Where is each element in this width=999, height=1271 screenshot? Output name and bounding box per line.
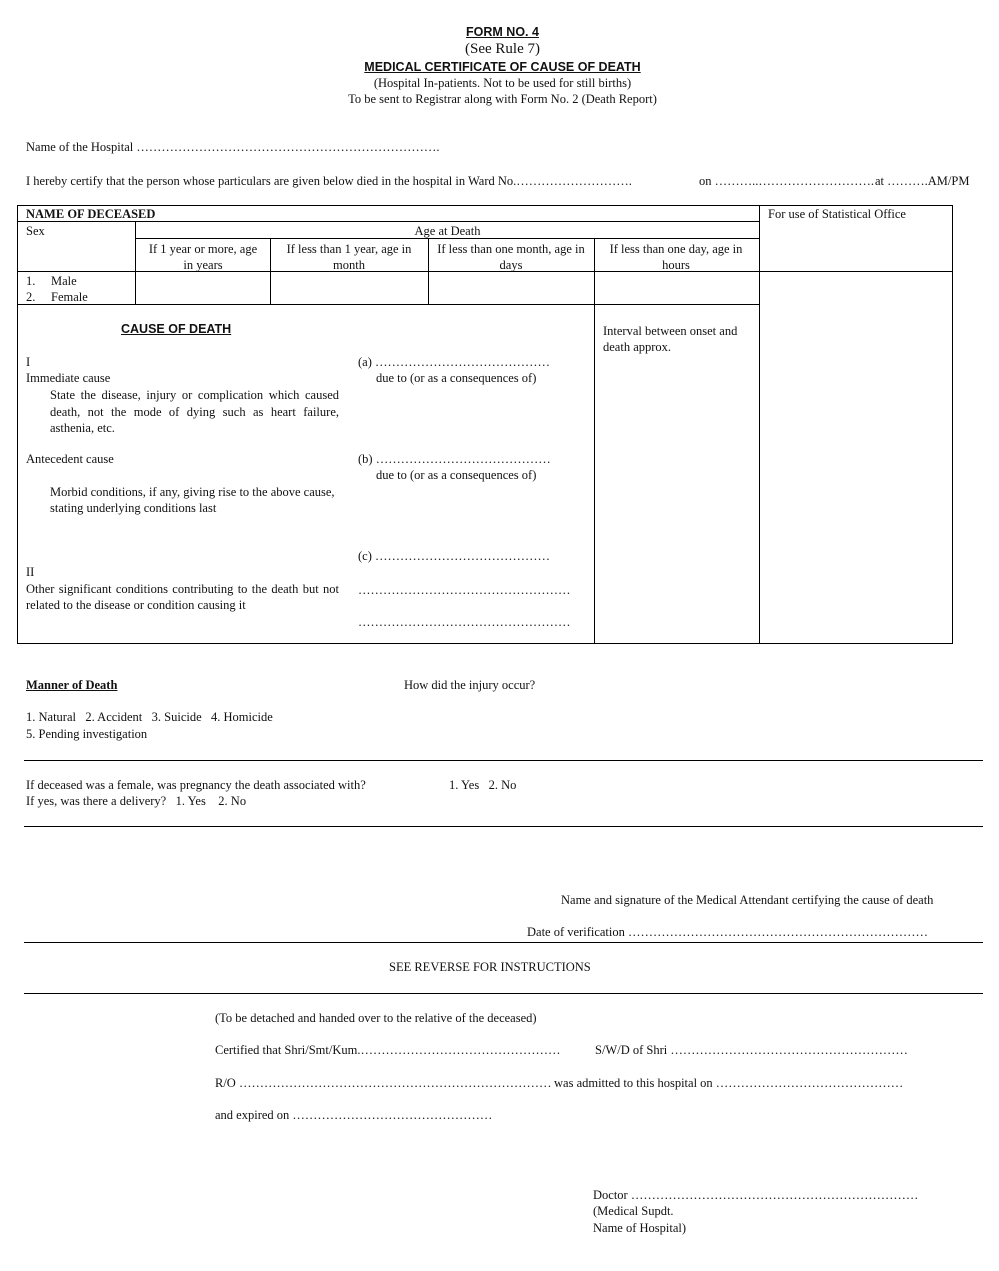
- divider-manner: [24, 760, 983, 761]
- certified-name-field[interactable]: Certified that Shri/Smt/Kum.…………………………………………: [215, 1043, 561, 1057]
- certify-time-field[interactable]: at ……….AM/PM: [875, 174, 970, 188]
- part-ii-label: II: [26, 565, 35, 579]
- age-years-header: If 1 year or more, age in years: [148, 242, 258, 272]
- divider-age-col-1: [270, 238, 271, 305]
- other-conditions-field-2[interactable]: ……………………………………………: [358, 615, 571, 629]
- divider-age-col-2: [428, 238, 429, 305]
- divider-sex-row: [17, 304, 760, 305]
- form-title: MEDICAL CERTIFICATE OF CAUSE OF DEATH: [364, 60, 641, 74]
- age-hours-header: If less than one day, age in hours: [609, 242, 743, 272]
- interval-onset-label: Interval between onset and death approx.: [603, 324, 738, 354]
- see-reverse-note: SEE REVERSE FOR INSTRUCTIONS: [389, 960, 591, 974]
- date-of-verification-field[interactable]: Date of verification ………………………………………………………………: [527, 925, 928, 939]
- medical-attendant-signature-label: Name and signature of the Medical Attendant certifying the cause of death: [561, 893, 934, 907]
- divider-pregnancy: [24, 826, 983, 827]
- form-number: FORM NO. 4: [466, 25, 539, 39]
- name-of-hospital-label: Name of Hospital): [593, 1221, 687, 1235]
- morbid-conditions-description: Morbid conditions, if any, giving rise to the above cause, stating underlying conditions last: [50, 485, 335, 515]
- cause-c-field[interactable]: (c) ……………………………………: [358, 549, 550, 563]
- injury-question: How did the injury occur?: [404, 678, 536, 692]
- pregnancy-question: If deceased was a female, was pregnancy the death associated with?: [26, 778, 366, 792]
- doctor-signature-field[interactable]: Doctor ……………………………………………………………: [593, 1188, 919, 1202]
- certify-date-field[interactable]: on ………..……………………….: [699, 174, 874, 188]
- antecedent-cause-label: Antecedent cause: [26, 452, 114, 466]
- cause-b-field[interactable]: (b) ……………………………………: [358, 452, 551, 466]
- detach-note: (To be detached and handed over to the relative of the deceased): [215, 1011, 537, 1025]
- medical-supdt-label: (Medical Supdt.: [593, 1204, 674, 1218]
- divider-detach: [24, 993, 983, 994]
- divider-signature: [24, 942, 983, 943]
- name-of-deceased-label: NAME OF DECEASED: [26, 207, 156, 221]
- part-i-label: I: [26, 355, 31, 369]
- age-at-death-label: Age at Death: [414, 224, 481, 238]
- due-to-a-label: due to (or as a consequences of): [376, 371, 537, 385]
- due-to-b-label: due to (or as a consequences of): [376, 468, 537, 482]
- manner-options-1[interactable]: 1. Natural 2. Accident 3. Suicide 4. Homicide: [26, 710, 273, 724]
- immediate-cause-label: Immediate cause: [26, 371, 111, 385]
- form-subtitle-registrar: To be sent to Registrar along with Form No. 2 (Death Report): [348, 92, 657, 106]
- cause-a-field[interactable]: (a) ……………………………………: [358, 355, 550, 369]
- immediate-cause-description: State the disease, injury or complication which caused death, not the mode of dying such as heart failure, asthenia, etc.: [50, 388, 339, 435]
- certify-ward-field[interactable]: I hereby certify that the person whose particulars are given below died in the hospital in Ward No.……………………….: [26, 174, 632, 188]
- admitted-date-field[interactable]: was admitted to this hospital on ………………………………………: [554, 1076, 904, 1090]
- swd-field[interactable]: S/W/D of Shri …………………………………………………: [595, 1043, 908, 1057]
- other-conditions-description: Other significant conditions contributing to the death but not related to the disease or condition causing it: [26, 582, 339, 612]
- sex-label: Sex: [26, 224, 45, 238]
- divider-age-header: [135, 238, 760, 239]
- pregnancy-answer[interactable]: 1. Yes 2. No: [449, 778, 517, 792]
- delivery-question[interactable]: If yes, was there a delivery? 1. Yes 2. No: [26, 794, 247, 808]
- divider-name-row: [17, 221, 760, 222]
- manner-options-2[interactable]: 5. Pending investigation: [26, 727, 148, 741]
- hospital-name-field[interactable]: Name of the Hospital ……………………………………………………………….: [26, 140, 440, 154]
- age-months-header: If less than 1 year, age in month: [286, 242, 412, 272]
- sex-option-male[interactable]: 1. Male: [26, 274, 77, 288]
- residence-field[interactable]: R/O …………………………………………………………………: [215, 1076, 552, 1090]
- rule-reference: (See Rule 7): [465, 41, 540, 57]
- divider-age-col-3-interval: [594, 238, 595, 644]
- form-subtitle-inpatients: (Hospital In-patients. Not to be used for still births): [373, 76, 632, 90]
- statistical-office-label: For use of Statistical Office: [768, 207, 906, 221]
- other-conditions-field-1[interactable]: ……………………………………………: [358, 583, 571, 597]
- expired-date-field[interactable]: and expired on …………………………………………: [215, 1108, 493, 1122]
- cause-of-death-heading: CAUSE OF DEATH: [121, 322, 232, 336]
- manner-of-death-heading: Manner of Death: [26, 678, 118, 692]
- sex-option-female[interactable]: 2. Female: [26, 290, 88, 304]
- age-days-header: If less than one month, age in days: [437, 242, 585, 272]
